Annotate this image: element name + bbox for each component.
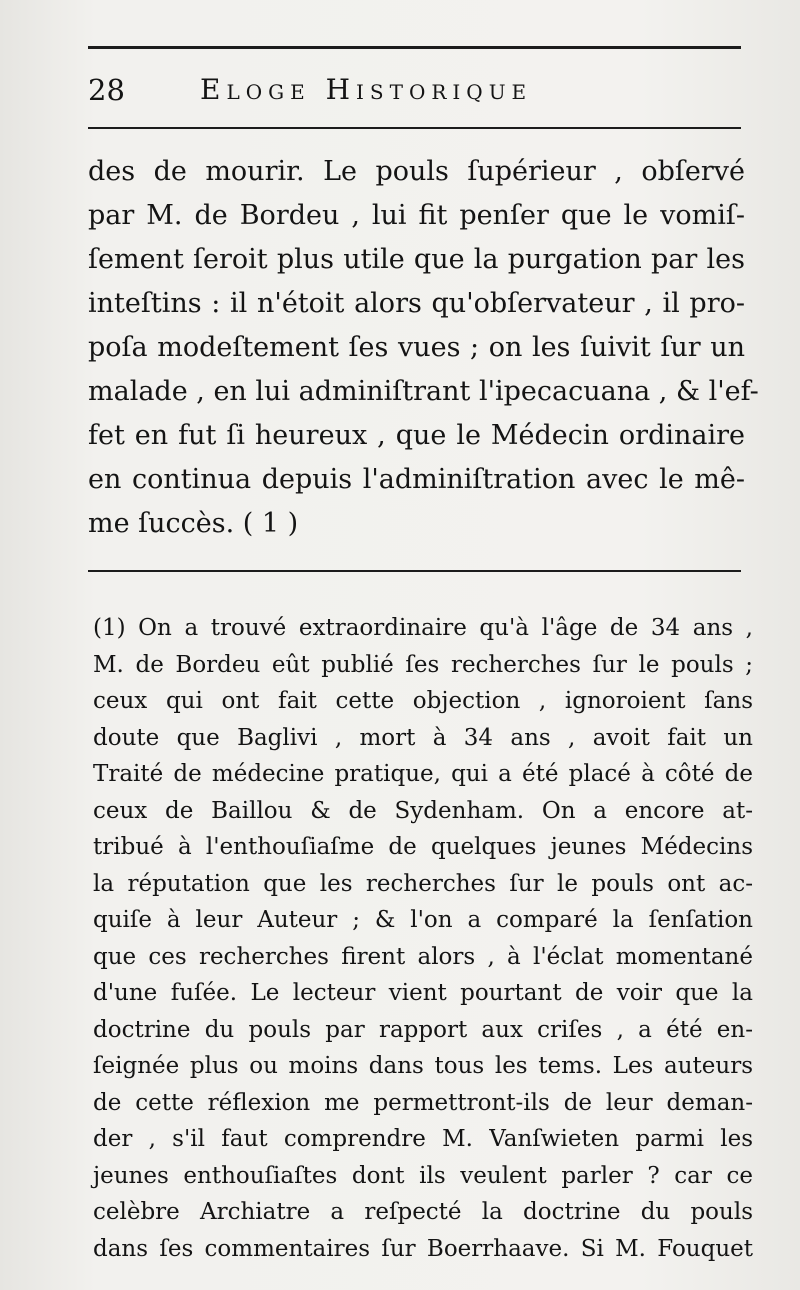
main-text	[88, 150, 759, 546]
footnote-line: jeunes enthouſiaſtes dont ils veulent parler ? car ce	[93, 1162, 753, 1189]
text-line: ſement ſeroit plus utile que la purgation par les	[88, 244, 745, 275]
text-line: en continua depuis l'adminiſtration avec le mê-	[88, 464, 745, 495]
footnote-line: que ces recherches firent alors , à l'éclat momentané	[93, 943, 753, 970]
footnote-line: Traité de médecine pratique, qui a été placé à côté de	[93, 761, 753, 787]
footnote-line: ceux qui ont fait cette objection , ignoroient ſans	[93, 688, 753, 714]
header-rule	[88, 127, 741, 129]
footnote-line: ceux de Baillou & de Sydenham. On a encore at-	[93, 797, 753, 824]
footnote-line: doute que Baglivi , mort à 34 ans , avoit fait un	[93, 724, 753, 751]
text-line: me ſuccès. ( 1 )	[88, 508, 299, 539]
footnote-line: (1) On a trouvé extraordinaire qu'à l'âge de 34 ans ,	[93, 615, 753, 641]
text-line: fet en fut ſi heureux , que le Médecin ordinaire	[88, 420, 745, 451]
footnote-line: de cette réflexion me permettront-ils de leur deman-	[93, 1089, 753, 1116]
footnote-line: dans ſes commentaires ſur Boerrhaave. Si M. Fouquet	[93, 1235, 753, 1262]
top-rule	[88, 46, 741, 49]
footnote-line: doctrine du pouls par rapport aux criſes , a été en-	[93, 1016, 753, 1043]
footnote-line: ſeignée plus ou moins dans tous les tems. Les auteurs	[93, 1053, 753, 1079]
page-number: 28	[88, 73, 125, 107]
text-line: malade , en lui adminiſtrant l'ipecacuana , & l'ef-	[88, 376, 759, 407]
footnote	[93, 610, 753, 1267]
footnote-line: tribué à l'enthouſiaſme de quelques jeunes Médecins	[93, 834, 753, 860]
footnote-line: la réputation que les recherches ſur le pouls ont ac-	[93, 870, 753, 897]
text-line: des de mourir. Le pouls ſupérieur , obſervé	[88, 156, 745, 187]
running-title: Eloge Historique	[200, 73, 533, 106]
page-header	[88, 70, 741, 110]
text-line: poſa modeſtement ſes vues ; on les ſuivit ſur un	[88, 332, 745, 363]
text-line: par M. de Bordeu , lui fit penſer que le vomiſ-	[88, 200, 745, 231]
footnote-line: der , s'il faut comprendre M. Vanſwieten parmi les	[93, 1126, 753, 1152]
text-line: inteſtins : il n'étoit alors qu'obſervateur , il pro-	[88, 288, 745, 319]
footnote-line: d'une fuſée. Le lecteur vient pourtant de voir que la	[93, 980, 753, 1006]
footnote-line: M. de Bordeu eût publié ſes recherches ſur le pouls ;	[93, 651, 753, 678]
footnote-line: quiſe à leur Auteur ; & l'on a comparé la ſenſation	[93, 907, 753, 933]
footnote-line: celèbre Archiatre a reſpecté la doctrine du pouls	[93, 1199, 753, 1225]
footnote-rule	[88, 570, 741, 572]
